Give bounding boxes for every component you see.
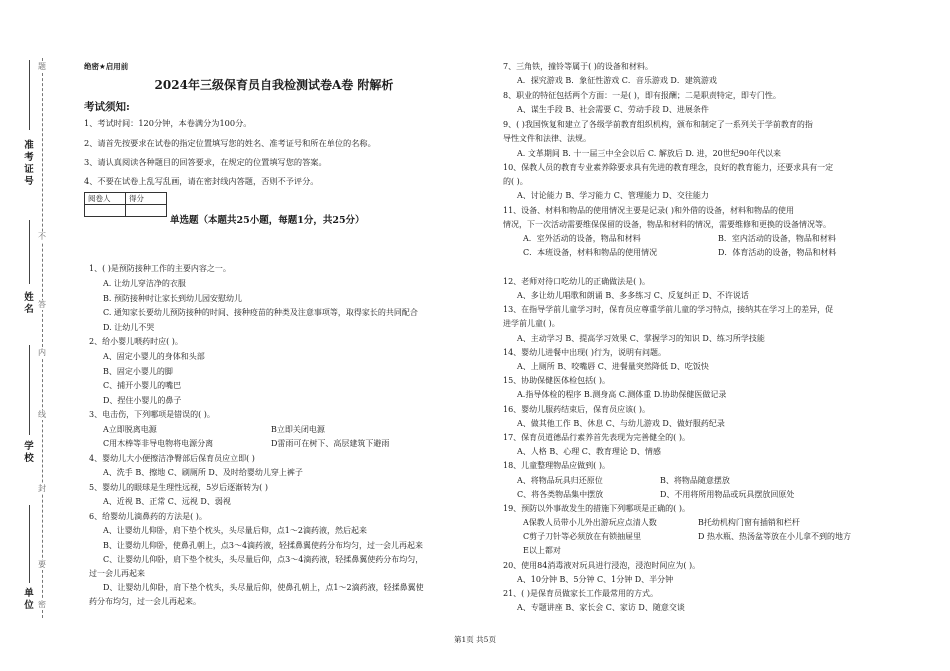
exam-no-underline: [29, 60, 30, 130]
margin-label-unit: 单位: [24, 588, 34, 611]
option-line: A、10分钟 B、5分钟 C、1分钟 D、半分钟: [517, 575, 674, 584]
question-line: 19、预防以外事故发生的措施下列哪项是正确的( )。: [503, 504, 690, 513]
question-line: 10、保教人员的教育专业素养除要求具有先进的教育理念，良好的教育能力，还要求具有一定: [503, 163, 834, 172]
option-line: C剪子刀针等必须放在有锁抽屉里: [523, 532, 642, 541]
option-line: C. 通知家长要幼儿预防接种的时间、接种疫苗的种类及注意事项等，取得家长的共同配合: [103, 308, 418, 317]
question-line: 8、职业的特征包括两个方面：一是( )，即有报酬；二是职责特定，即专门性。: [503, 91, 781, 100]
notice-item: 4、不要在试卷上乱写乱画，请在密封线内答题，否则不予评分。: [84, 176, 319, 186]
option-line: A、主动学习 B、提高学习效果 C、掌握学习的知识 D、练习所学技能: [517, 334, 765, 343]
grader-label: 阅卷人: [85, 193, 126, 205]
option-line: D、让婴幼儿仰卧，肩下垫个枕头，头尽量后仰，使鼻孔朝上，点1～2滴药液，轻揉鼻翼使: [103, 583, 424, 592]
question-line: 3、电击伤，下列哪项是错误的( )。: [89, 410, 215, 419]
option-line: A保教人员带小儿外出游玩应点清人数: [523, 518, 657, 527]
margin-label-school: 学校: [24, 441, 34, 464]
question-line: 6、给婴幼儿滴鼻药的方法是( )。: [89, 512, 207, 521]
option-line: A．探究游戏 B．象征性游戏 C．音乐游戏 D．建筑游戏: [517, 76, 717, 85]
question-line: 21、( )是保育员做家长工作最常用的方式。: [503, 589, 658, 598]
option-line-cont: 过一会儿再起来: [89, 569, 145, 578]
option-line: A、让婴幼儿仰卧，肩下垫个枕头，头尽量后仰，点1～2滴药液，然后起来: [103, 526, 367, 535]
question-line: 12、老师对待口吃幼儿的正确做法是( )。: [503, 277, 650, 286]
question-line-cont: 导性文件和法律、法规。: [503, 134, 591, 143]
margin-label-name: 姓名: [24, 292, 34, 315]
margin-tag-5: 封: [38, 484, 46, 493]
option-line: B. 预防接种时让家长到幼儿园安慰幼儿: [103, 294, 242, 303]
option-line: A. 文革期间 B. 十一届三中全会以后 C. 解放后 D. 进，20世纪90年代以来: [517, 149, 781, 158]
option-line: E以上都对: [523, 546, 561, 555]
margin-tag-3: 内: [38, 348, 46, 357]
option-line: A、近视 B、正常 C、远视 D、弱视: [103, 497, 231, 506]
page-title: 2024年三级保育员自我检测试卷A卷 附解析: [154, 78, 394, 92]
option-line: D 热水瓶、热汤盆等放在小儿拿不到的地方: [698, 532, 851, 541]
option-line: C、捕开小婴儿的嘴巴: [103, 381, 182, 390]
option-line: C、让婴幼儿仰卧，肩下垫个枕头，头尽量后仰，点3～4滴药液，轻揉鼻翼使药分布均匀，: [103, 555, 424, 564]
option-line: A、多让幼儿唱歌和朗诵 B、多多练习 C、反复纠正 D、不许说话: [517, 291, 749, 300]
margin-tag-8: 要: [38, 560, 46, 569]
option-line: B托幼机构门窗有插销和栏杆: [698, 518, 800, 527]
option-line: C．本班设备，材料和物品的使用情况: [523, 248, 658, 257]
option-line: B、将物品随意摆放: [660, 476, 730, 485]
option-line: B．室内活动的设备，物品和材料: [718, 234, 836, 243]
question-line: 1、( )是预防接种工作的主要内容之一。: [89, 264, 231, 273]
option-line: D雷雨可在树下、高层建筑下避雨: [271, 439, 390, 448]
option-line: A、人格 B、心理 C、教育理论 D、情感: [517, 447, 661, 456]
option-line: A、做其他工作 B、休息 C、与幼儿游戏 D、做好服药纪录: [517, 419, 725, 428]
section-heading: 单选题（本题共25小题，每题1分，共25分）: [170, 215, 365, 226]
margin-tag-7: 答: [38, 300, 46, 309]
question-line: 15、协助保健医体检包括( )。: [503, 376, 610, 385]
option-line: A、上厕所 B、咬嘴唇 C、进餐量突然降低 D、吃饭快: [517, 362, 709, 371]
name-underline: [29, 220, 30, 284]
question-line: 16、婴幼儿服药结束后，保育员应该( )。: [503, 405, 650, 414]
question-line: 5、婴幼儿的眼球是生理性远视，5岁后逐渐转为( ): [89, 483, 268, 492]
notice-item: 2、请首先按要求在试卷的指定位置填写您的姓名、准考证号和所在单位的名称。: [84, 138, 376, 148]
option-line: A、将物品玩具归还原位: [517, 476, 603, 485]
option-line: A、谋生手段 B、社会需要 C、劳动手段 D、进展条件: [517, 105, 709, 114]
question-line-cont: 进学前儿童( )。: [503, 319, 560, 328]
question-line-cont: 的( )。: [503, 177, 528, 186]
question-line-cont: 情况，下一次活动需要维保保留的设备，物品和材料的情况，需要维修和更换的设备情况等。: [503, 220, 831, 229]
option-line: D. 让幼儿不哭: [103, 323, 155, 332]
unit-underline: [29, 505, 30, 583]
score-table: [84, 192, 167, 217]
question-line: 4、婴幼儿大小便擦洁净臀部后保育员应立即( ): [89, 454, 255, 463]
option-line: D、不用将所用物品或玩具摆放回原处: [660, 490, 795, 499]
score-label: 得分: [126, 193, 167, 205]
option-line: C用木棒等非导电物将电源分离: [103, 439, 214, 448]
question-line: 9、( )我国恢复和建立了各级学前教育组织机构，颁布和制定了一系列关于学前教育的指: [503, 120, 813, 129]
option-line: C、将各类物品集中摆放: [517, 490, 604, 499]
notice-item: 1、考试时间：120分钟，本卷满分为100分。: [84, 118, 252, 128]
option-line: A. 让幼儿穿洁净的衣服: [103, 279, 186, 288]
option-line: B、固定小婴儿的脚: [103, 367, 173, 376]
question-line: 18、儿童整理物品应做到( )。: [503, 461, 610, 470]
secret-mark: 绝密★启用前: [84, 62, 129, 71]
school-underline: [29, 345, 30, 435]
score-cell[interactable]: [126, 205, 167, 217]
option-line: A．室外活动的设备，物品和材料: [523, 234, 641, 243]
margin-tag-6: 题: [38, 62, 46, 71]
option-line: A、讨论能力 B、学习能力 C、管理能力 D、交往能力: [517, 191, 709, 200]
margin-tag-2: 不: [38, 232, 46, 241]
option-line: B立即关闭电源: [271, 425, 325, 434]
question-line: 13、在指导学前儿童学习时，保育员应尊重学前儿童的学习特点，接纳其在学习上的差异，促: [503, 305, 834, 314]
option-line: A、固定小婴儿的身体和头部: [103, 352, 205, 361]
option-line: D、捏住小婴儿的鼻子: [103, 396, 182, 405]
option-line: A、洗手 B、擦地 C、刷厕所 D、及时给婴幼儿穿上裤子: [103, 468, 303, 477]
option-line: B、让婴幼儿仰卧，使鼻孔朝上，点3～4滴药液，轻揉鼻翼使药分布均匀，过一会儿再起来: [103, 541, 424, 550]
option-line: A、专题讲座 B、家长会 C、家访 D、随意交谈: [517, 603, 685, 612]
margin-tag-1: 密: [38, 600, 46, 609]
margin-label-exam-no: 准考证号: [24, 140, 34, 187]
option-line: A.指导体检的程序 B.测身高 C.测体重 D.协助保健医做记录: [517, 390, 727, 399]
seal-dashed-line: [42, 58, 43, 618]
question-line: 2、给小婴儿喂药时应( )。: [89, 337, 183, 346]
option-line: A立即脱离电源: [103, 425, 157, 434]
notice-heading: 考试须知:: [84, 101, 130, 113]
option-line-cont: 药分布均匀，过一会儿再起来。: [89, 597, 201, 606]
grader-cell[interactable]: [85, 205, 126, 217]
question-line: 20、使用84消毒液对玩具进行浸泡，浸泡时间应为( )。: [503, 561, 701, 570]
question-line: 11、设备、材料和物品的使用情况主要是记录( )和外借的设备，材料和物品的使用: [503, 206, 794, 215]
option-line: D．体育活动的设备，物品和材料: [718, 248, 837, 257]
page-footer: 第1页 共5页: [454, 635, 496, 644]
question-line: 17、保育员道德品行素养首先表现为完善健全的( )。: [503, 433, 690, 442]
question-line: 7、三角铁，撞铃等属于( )的设备和材料。: [503, 62, 653, 71]
margin-tag-4: 线: [38, 410, 46, 419]
question-line: 14、婴幼儿进餐中出现( )行为，说明有问题。: [503, 348, 666, 357]
notice-item: 3、请认真阅读各种题目的回答要求，在规定的位置填写您的答案。: [84, 157, 327, 167]
